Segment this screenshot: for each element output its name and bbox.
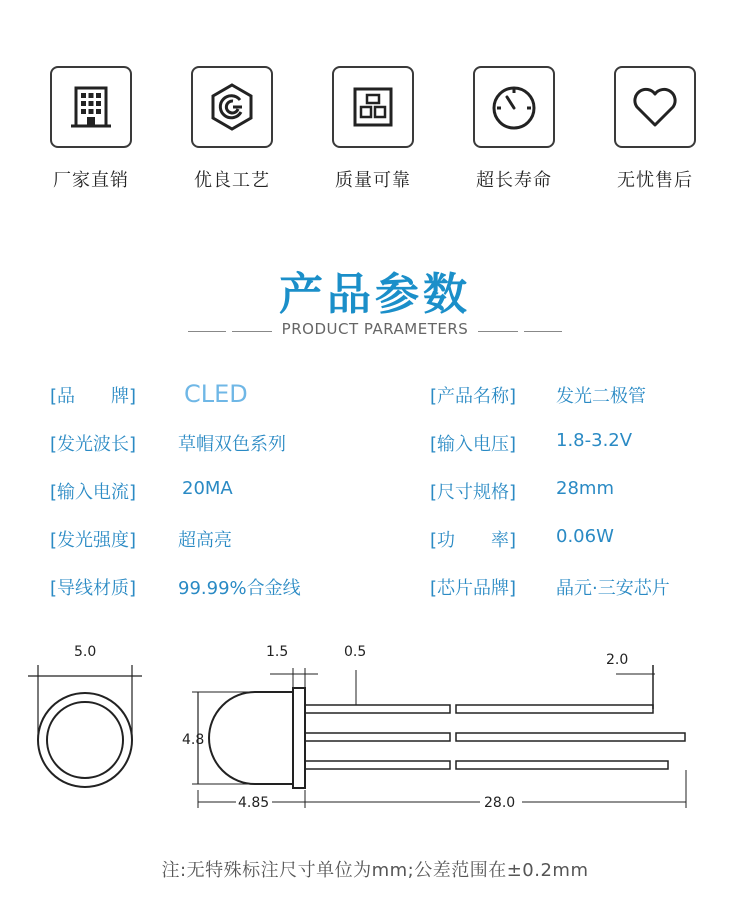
feature-label: 厂家直销 (53, 170, 129, 191)
param-label: [导线材质] (50, 578, 137, 599)
feature-aftersales (595, 66, 715, 192)
section-subtitle-row (0, 320, 750, 344)
dim-diameter: 5.0 (74, 644, 97, 660)
dimension-drawing (0, 630, 750, 830)
tolerance-note: 注:无特殊标注尺寸单位为mm;公差范围在±0.2mm (161, 860, 589, 881)
divider (524, 331, 562, 332)
feature-label: 无忧售后 (617, 170, 693, 191)
led-side-view (192, 665, 686, 808)
hexagon-badge-icon (191, 66, 273, 148)
feature-label: 超长寿命 (476, 170, 552, 191)
param-label: [输入电压] (430, 434, 517, 455)
building-icon (50, 66, 132, 148)
param-label: [产品名称] (430, 386, 517, 407)
param-value: 20MA (182, 478, 233, 499)
param-label: [发光强度] (50, 530, 137, 551)
feature-long-life (454, 66, 574, 192)
divider (478, 331, 518, 332)
feature-factory-direct (31, 66, 151, 192)
section-title: 产品参数 (279, 269, 471, 320)
param-value: 草帽双色系列 (178, 434, 286, 455)
feature-row (0, 66, 750, 206)
param-label: [尺寸规格] (430, 482, 517, 503)
feature-label: 优良工艺 (194, 170, 270, 191)
dim-lead-spacing: 2.0 (606, 652, 629, 668)
heart-icon (614, 66, 696, 148)
dim-flange: 1.5 (266, 644, 289, 660)
param-label: [输入电流] (50, 482, 137, 503)
param-value: 晶元·三安芯片 (556, 578, 670, 599)
param-label: [芯片品牌] (430, 578, 517, 599)
param-label: [品 牌] (50, 386, 137, 407)
param-value: 28mm (556, 478, 614, 499)
dim-lead-length: 28.0 (484, 795, 516, 811)
feature-label: 质量可靠 (335, 170, 411, 191)
param-label: [功 率] (430, 530, 517, 551)
param-value: 0.06W (556, 526, 614, 547)
timer-icon (473, 66, 555, 148)
square-grid-icon (332, 66, 414, 148)
dim-lead-width: 0.5 (344, 644, 367, 660)
feature-fine-craft (172, 66, 292, 192)
param-label: [发光波长] (50, 434, 137, 455)
led-front-view (28, 665, 142, 787)
param-value: 发光二极管 (556, 386, 646, 407)
dim-height: 4.8 (182, 732, 205, 748)
dim-body-length: 4.85 (238, 795, 270, 811)
param-value: CLED (184, 380, 248, 408)
param-value: 99.99%合金线 (178, 578, 301, 599)
param-value: 超高亮 (178, 530, 232, 551)
feature-reliable-quality (313, 66, 433, 192)
led-dimension-svg (0, 630, 750, 830)
param-value: 1.8-3.2V (556, 430, 633, 451)
section-subtitle: PRODUCT PARAMETERS (281, 320, 469, 338)
